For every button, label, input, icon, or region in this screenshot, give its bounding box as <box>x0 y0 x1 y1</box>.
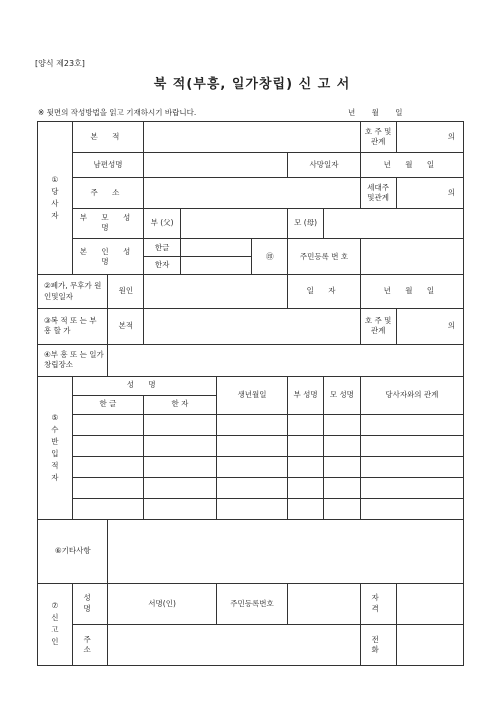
companion-row <box>38 477 464 498</box>
companion-relation-cell[interactable] <box>360 477 463 498</box>
reporter-address-field[interactable] <box>108 624 360 665</box>
companion-hanja-cell[interactable] <box>144 477 217 498</box>
revive-domicile-field[interactable] <box>144 308 361 344</box>
death-date-label: 사망일자 <box>288 152 361 177</box>
party-head-relation-label: 호 주 및관계 <box>360 122 396 153</box>
reporter-qualification-field[interactable] <box>396 583 463 624</box>
resident-no-label: 주민등록 번 호 <box>288 239 361 275</box>
other-matters-field[interactable] <box>108 520 464 583</box>
companion-name-header: 성 명 <box>72 376 216 395</box>
companion-father-cell[interactable] <box>288 435 324 456</box>
revive-domicile-label: 본적 <box>108 308 144 344</box>
revive-head-relation-field[interactable]: 의 <box>396 308 463 344</box>
companion-hangul-cell[interactable] <box>72 435 144 456</box>
companion-row <box>38 414 464 435</box>
report-date: 년 월 일 <box>348 108 403 117</box>
reporter-resident-no-label: 주민등록번호 <box>216 583 288 624</box>
companion-row <box>38 456 464 477</box>
companion-row <box>38 499 464 520</box>
reporter-phone-label: 전 화 <box>360 624 396 665</box>
party-address-field[interactable] <box>144 177 361 208</box>
mother-name-field[interactable] <box>323 208 463 239</box>
companion-relation-cell[interactable] <box>360 499 463 520</box>
companion-mother-cell[interactable] <box>323 414 360 435</box>
father-name-field[interactable] <box>180 208 287 239</box>
companion-row <box>38 435 464 456</box>
reporter-name-label: 성 명 <box>72 583 108 624</box>
form-number: [양식 제23호] <box>35 59 85 68</box>
death-date-field[interactable]: 년 월 일 <box>360 152 463 177</box>
companion-birth-cell[interactable] <box>216 477 288 498</box>
companions-section-label: ⑤ 수 반 입 적 자 <box>38 376 73 520</box>
instruction-note: ※ 뒷면의 작성방법을 읽고 기재하시기 바랍니다. <box>38 108 197 117</box>
revive-place-field[interactable] <box>108 344 464 376</box>
party-domicile-field[interactable] <box>144 122 361 153</box>
revive-register-label: ③복 적 또 는 부 흥 할 가 <box>38 308 108 344</box>
revive-head-relation-label: 호 주 및관계 <box>360 308 396 344</box>
companion-relation-cell[interactable] <box>360 414 463 435</box>
companion-birth-cell[interactable] <box>216 435 288 456</box>
form-title: 북 적(부흥, 일가창립) 신 고 서 <box>153 77 351 92</box>
companion-mother-cell[interactable] <box>323 477 360 498</box>
seal-mark: ㊞ <box>252 239 288 275</box>
revive-place-label: ④부 흥 또 는 일가창립장소 <box>38 344 108 376</box>
reporter-signature-field[interactable]: 서명(인) <box>108 583 216 624</box>
companion-relation-header: 당사자와의 관계 <box>360 376 463 414</box>
reason-date-field[interactable]: 년 월 일 <box>360 275 463 309</box>
companion-father-cell[interactable] <box>288 414 324 435</box>
principal-name-label: 본 인 성 명 <box>72 239 144 275</box>
abolish-reason-label: ②폐가, 무후가 원인및일자 <box>38 275 108 309</box>
parents-name-label: 부 모 성 명 <box>72 208 144 239</box>
companion-hanja-cell[interactable] <box>144 414 217 435</box>
reporter-qualification-label: 자 격 <box>360 583 396 624</box>
companion-birth-cell[interactable] <box>216 499 288 520</box>
hangul-label: 한글 <box>144 240 180 257</box>
companion-father-header: 부 성명 <box>288 376 324 414</box>
companion-father-cell[interactable] <box>288 456 324 477</box>
companion-birth-cell[interactable] <box>216 414 288 435</box>
party-address-label: 주 소 <box>72 177 144 208</box>
companion-hangul-cell[interactable] <box>72 414 144 435</box>
companion-father-cell[interactable] <box>288 477 324 498</box>
reporter-address-label: 주 소 <box>72 624 108 665</box>
reason-date-label: 일 자 <box>288 275 361 309</box>
reporter-phone-field[interactable] <box>396 624 463 665</box>
householder-relation-label: 세대주 및관계 <box>360 177 396 208</box>
report-form-table <box>37 121 464 666</box>
companion-mother-header: 모 성명 <box>323 376 360 414</box>
principal-name-kinds <box>144 239 181 275</box>
companion-mother-cell[interactable] <box>323 456 360 477</box>
party-section-label: ① 당 사 자 <box>38 122 73 275</box>
companion-mother-cell[interactable] <box>323 435 360 456</box>
reporter-section-label: ⑦ 신 고 인 <box>38 583 73 665</box>
cause-field[interactable] <box>144 275 288 309</box>
companion-hangul-cell[interactable] <box>72 499 144 520</box>
householder-relation-field[interactable]: 의 <box>396 177 463 208</box>
party-head-relation-field[interactable]: 의 <box>396 122 463 153</box>
companion-hanja-cell[interactable] <box>144 456 217 477</box>
husband-name-field[interactable] <box>144 152 288 177</box>
companion-hangul-cell[interactable] <box>72 477 144 498</box>
companion-hangul-cell[interactable] <box>72 456 144 477</box>
companion-hangul-header: 한 글 <box>72 395 144 414</box>
companion-hanja-cell[interactable] <box>144 499 217 520</box>
father-label: 부 (父) <box>144 208 181 239</box>
companion-relation-cell[interactable] <box>360 456 463 477</box>
resident-no-field[interactable] <box>360 239 463 275</box>
companion-mother-cell[interactable] <box>323 499 360 520</box>
husband-name-label: 남편성명 <box>72 152 144 177</box>
companion-father-cell[interactable] <box>288 499 324 520</box>
companion-birth-header: 생년월일 <box>216 376 288 414</box>
hanja-label: 한자 <box>154 260 170 270</box>
companion-relation-cell[interactable] <box>360 435 463 456</box>
other-matters-label: ⑥기타사항 <box>38 520 108 583</box>
companion-birth-cell[interactable] <box>216 456 288 477</box>
companion-hanja-header: 한 자 <box>144 395 217 414</box>
mother-label: 모 (母) <box>288 208 324 239</box>
cause-label: 원인 <box>108 275 144 309</box>
party-domicile-label: 본 적 <box>72 122 144 153</box>
companion-hanja-cell[interactable] <box>144 435 217 456</box>
reporter-resident-no-field[interactable] <box>288 583 361 624</box>
principal-name-field[interactable] <box>180 239 252 275</box>
